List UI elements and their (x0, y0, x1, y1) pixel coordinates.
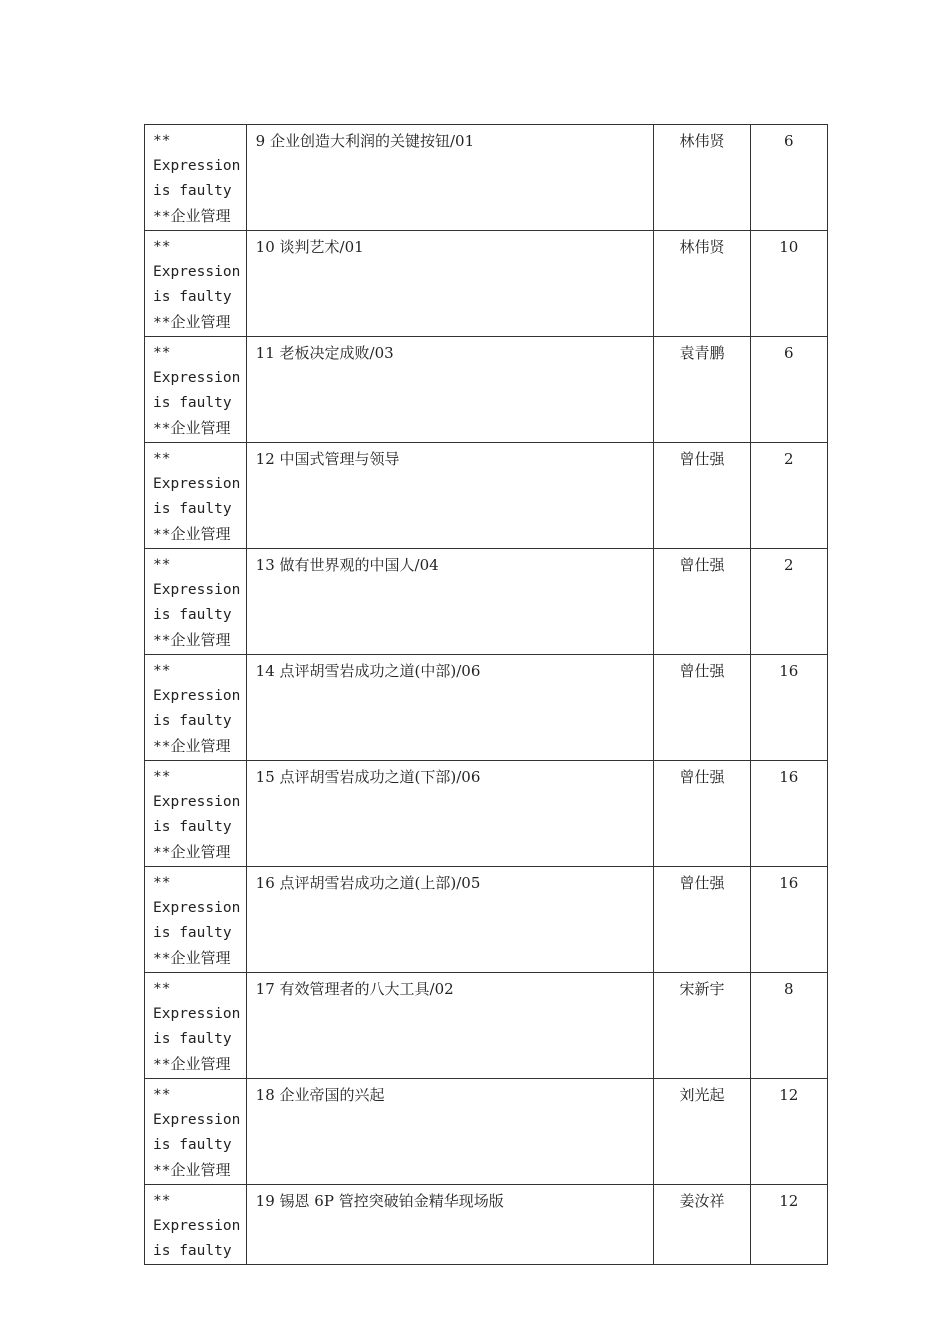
category-line (153, 204, 244, 230)
category-line (153, 416, 244, 442)
table-row (145, 125, 828, 231)
category-cell (145, 443, 247, 549)
category-line: ** (153, 451, 171, 467)
category-line: is faulty (153, 819, 232, 835)
category-cell (145, 761, 247, 867)
disc-count: 6 (750, 125, 827, 231)
category-marker: ** (153, 1057, 171, 1073)
category-line: Expression (153, 900, 241, 916)
category-line: ** (153, 557, 171, 573)
category-marker: ** (153, 845, 171, 861)
category-marker: ** (153, 527, 171, 543)
author-name: 林伟贤 (654, 125, 750, 231)
category-line: Expression (153, 370, 241, 386)
category-cell (145, 1185, 247, 1265)
category-line: Expression (153, 1218, 241, 1234)
author-name: 曾仕强 (654, 549, 750, 655)
category-line: is faulty (153, 607, 232, 623)
category-line: Expression (153, 1006, 241, 1022)
category-name: 企业管理 (170, 737, 231, 755)
course-title: 19 锡恩 6P 管控突破铂金精华现场版 (246, 1185, 654, 1265)
category-line: ** (153, 133, 171, 149)
category-line: is faulty (153, 925, 232, 941)
category-cell (145, 1079, 247, 1185)
table-row (145, 443, 828, 549)
category-marker: ** (153, 633, 171, 649)
category-line: is faulty (153, 289, 232, 305)
table-row (145, 549, 828, 655)
category-name: 企业管理 (170, 419, 231, 437)
author-name: 曾仕强 (654, 443, 750, 549)
category-line: is faulty (153, 183, 232, 199)
table-row (145, 1185, 828, 1265)
disc-count: 10 (750, 231, 827, 337)
category-name: 企业管理 (170, 949, 231, 967)
category-line: is faulty (153, 1031, 232, 1047)
category-line: Expression (153, 264, 241, 280)
category-line: is faulty (153, 713, 232, 729)
author-name: 曾仕强 (654, 867, 750, 973)
category-line: is faulty (153, 1137, 232, 1153)
author-name: 袁青鹏 (654, 337, 750, 443)
category-line: Expression (153, 1112, 241, 1128)
category-marker: ** (153, 421, 171, 437)
course-catalog-table (144, 124, 828, 1265)
category-line: Expression (153, 476, 241, 492)
category-line (153, 946, 244, 972)
category-line: ** (153, 239, 171, 255)
category-line: is faulty (153, 1243, 232, 1259)
category-cell (145, 655, 247, 761)
category-marker: ** (153, 1163, 171, 1179)
category-line (153, 310, 244, 336)
course-title: 12 中国式管理与领导 (246, 443, 654, 549)
disc-count: 12 (750, 1185, 827, 1265)
disc-count: 12 (750, 1079, 827, 1185)
category-line: ** (153, 1087, 171, 1103)
course-title: 15 点评胡雪岩成功之道(下部)/06 (246, 761, 654, 867)
course-title: 10 谈判艺术/01 (246, 231, 654, 337)
category-line (153, 734, 244, 760)
category-marker: ** (153, 315, 171, 331)
category-name: 企业管理 (170, 1055, 231, 1073)
category-line: is faulty (153, 395, 232, 411)
category-cell (145, 125, 247, 231)
category-line: ** (153, 981, 171, 997)
category-cell (145, 973, 247, 1079)
course-title: 13 做有世界观的中国人/04 (246, 549, 654, 655)
category-name: 企业管理 (170, 843, 231, 861)
disc-count: 16 (750, 655, 827, 761)
category-marker: ** (153, 739, 171, 755)
category-line: Expression (153, 582, 241, 598)
category-line: ** (153, 875, 171, 891)
table-row (145, 231, 828, 337)
category-line: ** (153, 1193, 171, 1209)
author-name: 姜汝祥 (654, 1185, 750, 1265)
category-line (153, 628, 244, 654)
category-line (153, 1052, 244, 1078)
table-row (145, 761, 828, 867)
course-title: 11 老板决定成败/03 (246, 337, 654, 443)
category-cell (145, 231, 247, 337)
category-marker: ** (153, 951, 171, 967)
category-line (153, 840, 244, 866)
category-name: 企业管理 (170, 631, 231, 649)
category-name: 企业管理 (170, 1161, 231, 1179)
category-cell (145, 867, 247, 973)
author-name: 曾仕强 (654, 761, 750, 867)
course-title: 14 点评胡雪岩成功之道(中部)/06 (246, 655, 654, 761)
disc-count: 2 (750, 443, 827, 549)
disc-count: 6 (750, 337, 827, 443)
table-row (145, 337, 828, 443)
table-row (145, 655, 828, 761)
table-row (145, 867, 828, 973)
category-cell (145, 549, 247, 655)
course-title: 17 有效管理者的八大工具/02 (246, 973, 654, 1079)
disc-count: 8 (750, 973, 827, 1079)
category-name: 企业管理 (170, 207, 231, 225)
category-line (153, 522, 244, 548)
category-line: ** (153, 345, 171, 361)
category-marker: ** (153, 209, 171, 225)
category-line: is faulty (153, 501, 232, 517)
course-title: 9 企业创造大利润的关键按钮/01 (246, 125, 654, 231)
author-name: 刘光起 (654, 1079, 750, 1185)
table-row (145, 973, 828, 1079)
author-name: 宋新宇 (654, 973, 750, 1079)
course-title: 16 点评胡雪岩成功之道(上部)/05 (246, 867, 654, 973)
category-line: Expression (153, 794, 241, 810)
category-line: Expression (153, 688, 241, 704)
category-name: 企业管理 (170, 525, 231, 543)
category-line: Expression (153, 158, 241, 174)
disc-count: 16 (750, 761, 827, 867)
category-name: 企业管理 (170, 313, 231, 331)
course-title: 18 企业帝国的兴起 (246, 1079, 654, 1185)
author-name: 曾仕强 (654, 655, 750, 761)
table-row (145, 1079, 828, 1185)
disc-count: 16 (750, 867, 827, 973)
disc-count: 2 (750, 549, 827, 655)
category-line (153, 1158, 244, 1184)
category-line: ** (153, 663, 171, 679)
author-name: 林伟贤 (654, 231, 750, 337)
category-cell (145, 337, 247, 443)
category-line: ** (153, 769, 171, 785)
